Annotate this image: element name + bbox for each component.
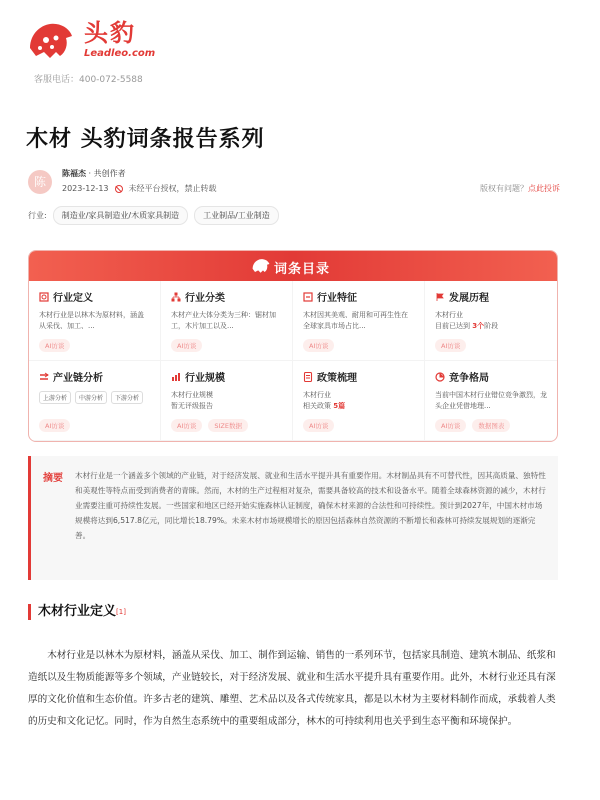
directory-item-desc: 木材因其美观、耐用和可再生性在全球家具市场占比...	[303, 311, 408, 330]
policy-desc: 木材行业 相关政策	[303, 391, 331, 410]
ai-interview-chip[interactable]: AI访谈	[171, 339, 202, 352]
directory-item-chain[interactable]	[29, 361, 161, 441]
directory-item-title: 行业定义	[53, 293, 93, 304]
directory-item-classification[interactable]	[161, 281, 293, 361]
logo[interactable]	[26, 16, 156, 70]
policy-count: 5篇	[333, 402, 346, 410]
page-title: 木材 头豹词条报告系列	[26, 127, 265, 152]
directory-item-title: 行业特征	[317, 293, 357, 304]
upstream-chip[interactable]: 上游分析	[39, 391, 71, 404]
abstract-box	[28, 456, 558, 580]
directory-item-desc: 木材行业规模 暂无评级报告	[171, 391, 213, 410]
directory-item-title: 发展历程	[449, 293, 489, 304]
leopard-logo-icon	[251, 256, 271, 276]
ai-interview-chip[interactable]: AI访谈	[435, 339, 466, 352]
directory-item-title: 行业规模	[185, 373, 225, 384]
author-role: · 共创作者	[86, 169, 126, 178]
feature-icon	[303, 292, 313, 302]
history-desc-suffix: 阶段	[484, 322, 499, 330]
ai-interview-chip[interactable]: AI访谈	[435, 419, 466, 432]
publish-date: 2023-12-13	[62, 184, 109, 193]
ai-interview-chip[interactable]: AI访谈	[303, 419, 334, 432]
directory-item-desc: 木材产业大体分类为三种：锯材加工，木片加工以及...	[171, 311, 276, 330]
history-icon	[435, 292, 445, 302]
directory-item-desc	[303, 390, 414, 412]
industry-tag[interactable]: 制造业/家具制造业/木质家具制造	[53, 206, 188, 225]
section-body: 木材行业是以林木为原材料，涵盖从采伐、加工、制作到运输、销售的一系列环节，包括家具制造、建筑木制品、纸浆和造纸以及生物质能源等多个领域，产业链较长，对于经济发展、就业和生活水平提升具有重要作用。此外，木材行业还具有深厚的文化价值和生态价值。许多古老的建筑、雕塑、艺术品以及各式传统家具，都是以木材为主要材料制作而成，承载着人类的历史和文化记忆。同时，作为自然生态系统中的重要组成部分，林木的可持续利用也关乎到生态平衡和环境保护。	[28, 650, 556, 727]
directory-item-definition[interactable]	[29, 281, 161, 361]
author-info	[62, 168, 126, 179]
directory-card	[28, 250, 558, 442]
directory-item-desc: 木材行业是以林木为原材料，涵盖从采伐、加工、...	[39, 311, 144, 330]
industry-tags	[28, 206, 279, 224]
data-chart-chip[interactable]: 数据图表	[472, 419, 510, 432]
ai-interview-chip[interactable]: AI访谈	[171, 419, 202, 432]
report-prefix: 版权有问题？	[480, 184, 528, 193]
chain-icon	[39, 372, 49, 382]
ai-interview-chip[interactable]: AI访谈	[303, 339, 334, 352]
policy-icon	[303, 372, 313, 382]
directory-item-desc: 当前中国木材行业错位竞争激烈，龙头企业凭借地理...	[435, 391, 547, 410]
industry-tag[interactable]: 工业制品/工业制造	[194, 206, 279, 225]
directory-item-history[interactable]	[425, 281, 557, 361]
section-title	[28, 604, 126, 620]
copyright-notice: 未经平台授权，禁止转载	[128, 184, 217, 193]
history-desc: 木材行业 目前已达到	[435, 311, 470, 330]
directory-item-competition[interactable]	[425, 361, 557, 441]
ban-icon	[115, 185, 123, 193]
logo-text: 头豹	[84, 19, 136, 47]
directory-item-scale[interactable]	[161, 361, 293, 441]
directory-item-policy[interactable]	[293, 361, 425, 441]
directory-item-title: 政策梳理	[317, 373, 357, 384]
ai-interview-chip[interactable]: AI访谈	[39, 339, 70, 352]
avatar: 陈	[28, 170, 52, 194]
author-name[interactable]: 陈福杰	[62, 169, 86, 178]
publish-info	[62, 183, 217, 194]
directory-item-title: 竞争格局	[449, 373, 489, 384]
competition-icon	[435, 372, 445, 382]
downstream-chip[interactable]: 下游分析	[111, 391, 143, 404]
abstract-label: 摘要	[43, 473, 63, 484]
report-link[interactable]: 点此投诉	[528, 184, 560, 193]
directory-header	[29, 251, 557, 281]
logo-domain: Leadleo.com	[84, 48, 156, 59]
industry-label: 行业:	[28, 210, 47, 220]
directory-title: 词条目录	[274, 262, 331, 277]
leopard-logo-icon	[26, 18, 76, 64]
ai-interview-chip[interactable]: AI访谈	[39, 419, 70, 432]
abstract-text: 木材行业是一个涵盖多个领域的产业链，对于经济发展、就业和生活水平提升具有重要作用。木材制品具有不可替代性，因其高质量、独特性和美观性等特点而受到消费者的青睐。然而，木材的生产过程相对复杂，需要具备较高的技术和设备水平。随着全球森林资源的减少，木材行业需要注重可持续性发展。一些国家和地区已经开始实施森林认证制度，确保木材来源的合法性和可持续性。预计到2027年，中国木材市场规模将达到6,517.8亿元，同比增长18.79%。未来木材市场规模增长的原因包括森林自然资源的不断增长和森林可持续发展规划的逐渐完善。	[75, 471, 546, 540]
citation-ref[interactable]: [1]	[116, 608, 126, 616]
service-phone: 客服电话：400-072-5588	[34, 75, 143, 85]
classification-icon	[171, 292, 181, 302]
midstream-chip[interactable]: 中游分析	[75, 391, 107, 404]
stage-count: 3个	[472, 322, 485, 330]
scale-icon	[171, 372, 181, 382]
definition-icon	[39, 292, 49, 302]
directory-item-title: 产业链分析	[53, 373, 103, 384]
directory-item-feature[interactable]	[293, 281, 425, 361]
directory-item-desc	[435, 310, 547, 332]
directory-item-title: 行业分类	[185, 293, 225, 304]
section-title-text: 木材行业定义	[38, 604, 117, 619]
size-data-chip[interactable]: SIZE数据	[208, 419, 248, 432]
copyright-report	[480, 183, 560, 194]
